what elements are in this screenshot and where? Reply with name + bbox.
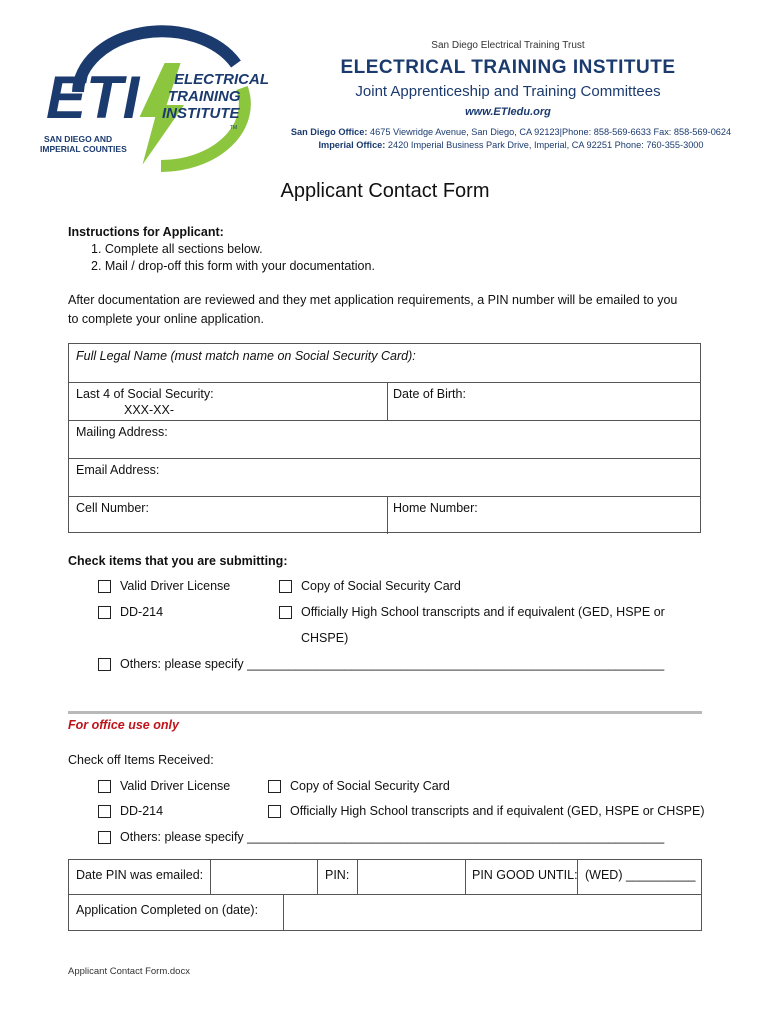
submit-others-checkbox[interactable] [98, 658, 111, 671]
website-link[interactable]: www.ETIedu.org [465, 106, 551, 118]
submit-hs-label-2: CHSPE) [301, 631, 349, 645]
logo-region1: SAN DIEGO AND [44, 134, 113, 144]
email-address-field[interactable]: Email Address: [76, 463, 160, 477]
logo-line3: INSTITUTE [162, 105, 240, 122]
applicant-info-table [68, 343, 701, 533]
received-others-label: Others: please specify ____________________________________________________________ [120, 830, 665, 844]
received-dd214-label: DD-214 [120, 804, 164, 818]
received-license-label: Valid Driver License [120, 779, 231, 793]
received-hs-label: Officially High School transcripts and if equivalent (GED, HSPE or CHSPE) [290, 804, 705, 818]
cell-number-field[interactable]: Cell Number: [76, 501, 149, 515]
instructions-heading: Instructions for Applicant: [68, 225, 224, 239]
ssn-field[interactable]: Last 4 of Social Security: [76, 387, 214, 401]
org-subtitle: Joint Apprenticeship and Training Committees [355, 83, 661, 100]
received-heading: Check off Items Received: [68, 753, 214, 767]
submit-license-checkbox[interactable] [98, 580, 111, 593]
logo-tm: TM [230, 125, 238, 131]
submit-ssc-label: Copy of Social Security Card [301, 579, 461, 593]
pin-good-until-field[interactable]: (WED) __________ [585, 868, 696, 882]
application-completed-label: Application Completed on (date): [76, 903, 259, 917]
imperial-office: Imperial Office: 2420 Imperial Business Park Drive, Imperial, CA 92251 Phone: 760-355-3000 [318, 140, 704, 150]
submit-dd214-checkbox[interactable] [98, 606, 111, 619]
dob-field[interactable]: Date of Birth: [393, 387, 466, 401]
submit-heading: Check items that you are submitting: [68, 554, 288, 568]
instructions-paragraph-2: to complete your online application. [68, 312, 264, 326]
home-number-field[interactable]: Home Number: [393, 501, 478, 515]
submit-license-label: Valid Driver License [120, 579, 231, 593]
received-hs-checkbox[interactable] [268, 805, 281, 818]
submit-hs-checkbox[interactable] [279, 606, 292, 619]
received-others-checkbox[interactable] [98, 831, 111, 844]
submit-others-label: Others: please specify ____________________________________________________________ [120, 657, 665, 671]
office-divider [68, 711, 702, 714]
instruction-step-2: 2. Mail / drop-off this form with your documentation. [91, 259, 375, 273]
logo-line1: ELECTRICAL [174, 71, 269, 88]
pin-input[interactable] [358, 861, 464, 893]
application-completed-input[interactable] [284, 895, 701, 930]
pin-good-until-label: PIN GOOD UNTIL: [472, 868, 578, 882]
received-ssc-checkbox[interactable] [268, 780, 281, 793]
submit-hs-label-1: Officially High School transcripts and if equivalent (GED, HSPE or [301, 605, 665, 619]
received-dd214-checkbox[interactable] [98, 805, 111, 818]
date-pin-emailed-label: Date PIN was emailed: [76, 868, 204, 882]
submit-ssc-checkbox[interactable] [279, 580, 292, 593]
logo-initials: ETI [46, 64, 140, 131]
received-license-checkbox[interactable] [98, 780, 111, 793]
logo-line2: TRAINING [168, 88, 241, 105]
page-title: Applicant Contact Form [280, 180, 490, 202]
instructions-paragraph-1: After documentation are reviewed and they met application requirements, a PIN number will be emailed to you [68, 293, 678, 307]
logo-region2: IMPERIAL COUNTIES [40, 144, 127, 154]
eti-logo [36, 18, 286, 178]
full-name-field[interactable]: Full Legal Name (must match name on Social Security Card): [76, 349, 416, 363]
instruction-step-1: 1. Complete all sections below. [91, 242, 263, 256]
san-diego-office: San Diego Office: 4675 Viewridge Avenue, San Diego, CA 92123|Phone: 858-569-6633 Fax: 858-569-0624 [290, 127, 732, 137]
office-use-label: For office use only [68, 718, 179, 732]
mailing-address-field[interactable]: Mailing Address: [76, 425, 168, 439]
submit-dd214-label: DD-214 [120, 605, 164, 619]
ssn-format: XXX-XX- [124, 403, 175, 417]
org-name: ELECTRICAL TRAINING INSTITUTE [340, 57, 676, 78]
received-ssc-label: Copy of Social Security Card [290, 779, 450, 793]
trust-name: San Diego Electrical Training Trust [431, 40, 585, 51]
pin-label: PIN: [325, 868, 350, 882]
pin-table [68, 859, 702, 931]
date-pin-emailed-input[interactable] [211, 861, 316, 893]
footer-filename: Applicant Contact Form.docx [68, 966, 190, 977]
